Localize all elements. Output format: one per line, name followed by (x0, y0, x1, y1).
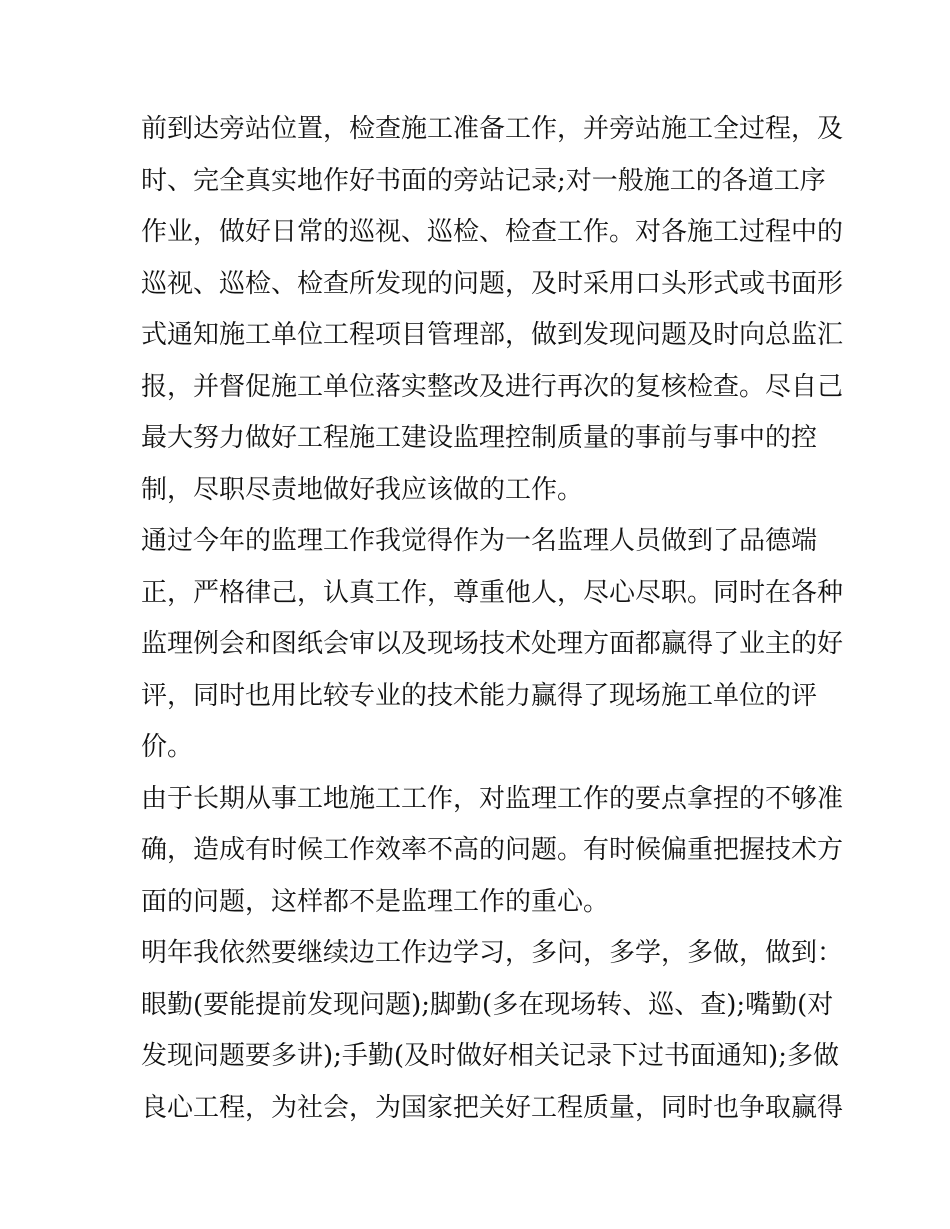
text-line: 良心工程，为社会，为国家把关好工程质量，同时也争取赢得 (141, 1092, 844, 1123)
text-line: 眼勤(要能提前发现问题);脚勤(多在现场转、巡、查);嘴勤(对 (141, 989, 834, 1020)
text-line: 制，尽职尽责地做好我应该做的工作。 (141, 474, 584, 505)
text-line: 通过今年的监理工作我觉得作为一名监理人员做到了品德端 (141, 526, 818, 556)
text-line: 评，同时也用比较专业的技术能力赢得了现场施工单位的评 (141, 680, 818, 711)
text-line: 式通知施工单位工程项目管理部，做到发现问题及时向总监汇 (141, 320, 844, 350)
text-line: 明年我依然要继续边工作边学习，多问，多学，多做，做到： (141, 938, 844, 968)
text-line: 巡视、巡检、检查所发现的问题，及时采用口头形式或书面形 (141, 268, 844, 299)
text-line: 作业，做好日常的巡视、巡检、检查工作。对各施工过程中的 (141, 217, 844, 247)
document-body (141, 104, 844, 1134)
text-line: 面的问题，这样都不是监理工作的重心。 (141, 886, 610, 917)
text-line: 前到达旁站位置，检查施工准备工作，并旁站施工全过程，及 (141, 114, 844, 144)
text-line: 价。 (141, 732, 194, 762)
text-line: 时、完全真实地作好书面的旁站记录;对一般施工的各道工序 (141, 165, 826, 196)
text-line: 确，造成有时候工作效率不高的问题。有时候偏重把握技术方 (141, 835, 844, 865)
text-line: 最大努力做好工程施工建设监理控制质量的事前与事中的控 (141, 423, 818, 453)
text-line: 监理例会和图纸会审以及现场技术处理方面都赢得了业主的好 (141, 629, 844, 659)
text-line: 由于长期从事工地施工工作，对监理工作的要点拿捏的不够准 (141, 783, 844, 814)
text-line: 发现问题要多讲);手勤(及时做好相关记录下过书面通知);多做 (141, 1041, 839, 1071)
text-line: 报，并督促施工单位落实整改及进行再次的复核检查。尽自己 (141, 371, 844, 402)
text-line: 正，严格律己，认真工作，尊重他人，尽心尽职。同时在各种 (141, 577, 844, 608)
